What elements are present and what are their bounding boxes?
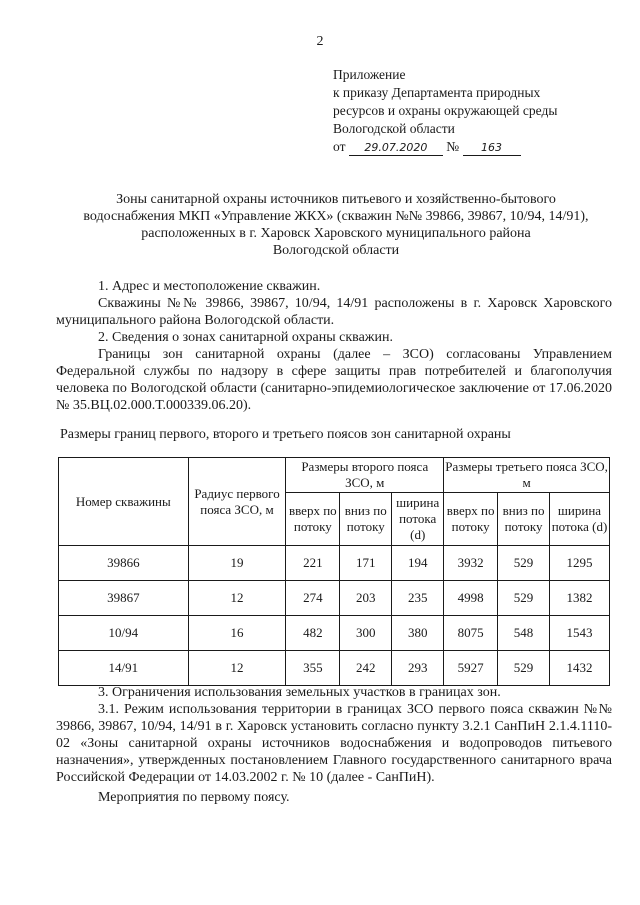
header-zone-3: Размеры третьего пояса ЗСО, м bbox=[444, 458, 610, 493]
from-label: от bbox=[333, 139, 346, 154]
cell-z3-up: 3932 bbox=[444, 546, 498, 581]
cell-z3-width: 1543 bbox=[550, 616, 610, 651]
header-zone-2: Размеры второго пояса ЗСО, м bbox=[286, 458, 444, 493]
header-radius: Радиус первого пояса ЗСО, м bbox=[188, 458, 286, 546]
cell-z2-down: 203 bbox=[340, 581, 392, 616]
cell-z2-up: 482 bbox=[286, 616, 340, 651]
section-3-heading: 3. Ограничения использования земельных участков в границах зон. bbox=[98, 685, 501, 700]
cell-z2-width: 235 bbox=[392, 581, 444, 616]
cell-well: 39867 bbox=[59, 581, 189, 616]
cell-z3-width: 1382 bbox=[550, 581, 610, 616]
title-line-2: водоснабжения МКП «Управление ЖКХ» (скважин №№ 39866, 39867, 10/94, 14/91), bbox=[83, 209, 589, 224]
section-3-1-text: 3.1. Режим использования территории в границах ЗСО первого пояса скважин №№ 39866, 39867, 10/94, 14/91 в г. Харовск установить согласно пункту 3.2.1 СанПиН 2.1.4.1110-02 «Зоны санитарной охраны источников водоснабжения и водопроводов питьевого назначения», утвержденных постановлением Главного государственного санитарного врача Российской Федерации от 14.03.2002 г. № 10 (далее - СанПиН). bbox=[56, 702, 612, 785]
appendix-line-1: Приложение bbox=[333, 67, 406, 82]
header-well-number: Номер скважины bbox=[59, 458, 189, 546]
cell-z2-width: 293 bbox=[392, 651, 444, 686]
cell-z3-width: 1295 bbox=[550, 546, 610, 581]
cell-z2-up: 274 bbox=[286, 581, 340, 616]
number-label: № bbox=[446, 139, 460, 154]
cell-z3-down: 529 bbox=[498, 651, 550, 686]
page-number: 2 bbox=[316, 34, 324, 49]
header-z3-width: ширина потока (d) bbox=[550, 493, 610, 546]
order-date-line bbox=[333, 138, 557, 156]
cell-z2-up: 355 bbox=[286, 651, 340, 686]
header-z2-width: ширина потока (d) bbox=[392, 493, 444, 546]
title-line-3: расположенных в г. Харовск Харовского муниципального района bbox=[141, 226, 531, 241]
cell-z2-down: 171 bbox=[340, 546, 392, 581]
title-line-4: Вологодской области bbox=[272, 243, 400, 258]
cell-z2-up: 221 bbox=[286, 546, 340, 581]
cell-z3-down: 529 bbox=[498, 581, 550, 616]
cell-radius: 12 bbox=[188, 651, 286, 686]
handwritten-number: 163 bbox=[463, 141, 521, 156]
title-line-1: Зоны санитарной охраны источников питьевого и хозяйственно-бытового bbox=[116, 192, 556, 207]
table-row bbox=[59, 581, 610, 616]
table-row bbox=[59, 651, 610, 686]
table-row bbox=[59, 616, 610, 651]
cell-z3-down: 529 bbox=[498, 546, 550, 581]
header-z3-up: вверх по потоку bbox=[444, 493, 498, 546]
cell-radius: 19 bbox=[188, 546, 286, 581]
appendix-line-2: к приказу Департамента природных bbox=[333, 85, 541, 100]
handwritten-date: 29.07.2020 bbox=[349, 141, 443, 156]
cell-well: 10/94 bbox=[59, 616, 189, 651]
cell-z3-up: 8075 bbox=[444, 616, 498, 651]
appendix-line-3: ресурсов и охраны окружающей среды bbox=[333, 103, 558, 118]
cell-z3-down: 548 bbox=[498, 616, 550, 651]
table-caption: Размеры границ первого, второго и третьего поясов зон санитарной охраны bbox=[60, 427, 511, 442]
cell-z2-down: 300 bbox=[340, 616, 392, 651]
cell-radius: 16 bbox=[188, 616, 286, 651]
section-1-heading: 1. Адрес и местоположение скважин. bbox=[98, 279, 321, 294]
sections-1-2 bbox=[56, 278, 612, 414]
table-row bbox=[59, 546, 610, 581]
cell-z2-down: 242 bbox=[340, 651, 392, 686]
section-3 bbox=[56, 684, 612, 806]
cell-z3-up: 5927 bbox=[444, 651, 498, 686]
section-1-text: Скважины №№ 39866, 39867, 10/94, 14/91 расположены в г. Харовск Харовского муниципального района Вологодской области. bbox=[56, 296, 612, 328]
appendix-block bbox=[333, 66, 557, 156]
cell-z3-width: 1432 bbox=[550, 651, 610, 686]
cell-z2-width: 380 bbox=[392, 616, 444, 651]
cell-well: 14/91 bbox=[59, 651, 189, 686]
section-2-text: Границы зон санитарной охраны (далее – ЗСО) согласованы Управлением Федеральной службы по надзору в сфере защиты прав потребителей и благополучия человека по Вологодской области (санитарно-эпидемиологическое заключение от 17.06.2020 № 35.ВЦ.02.000.Т.000339.06.20). bbox=[56, 347, 612, 413]
cell-well: 39866 bbox=[59, 546, 189, 581]
cell-z3-up: 4998 bbox=[444, 581, 498, 616]
zones-table bbox=[58, 457, 610, 686]
header-z3-down: вниз по потоку bbox=[498, 493, 550, 546]
measures-first-zone: Мероприятия по первому поясу. bbox=[98, 790, 290, 805]
appendix-line-4: Вологодской области bbox=[333, 121, 455, 136]
header-z2-down: вниз по потоку bbox=[340, 493, 392, 546]
section-2-heading: 2. Сведения о зонах санитарной охраны скважин. bbox=[98, 330, 393, 345]
header-z2-up: вверх по потоку bbox=[286, 493, 340, 546]
cell-radius: 12 bbox=[188, 581, 286, 616]
cell-z2-width: 194 bbox=[392, 546, 444, 581]
document-title bbox=[56, 191, 616, 259]
